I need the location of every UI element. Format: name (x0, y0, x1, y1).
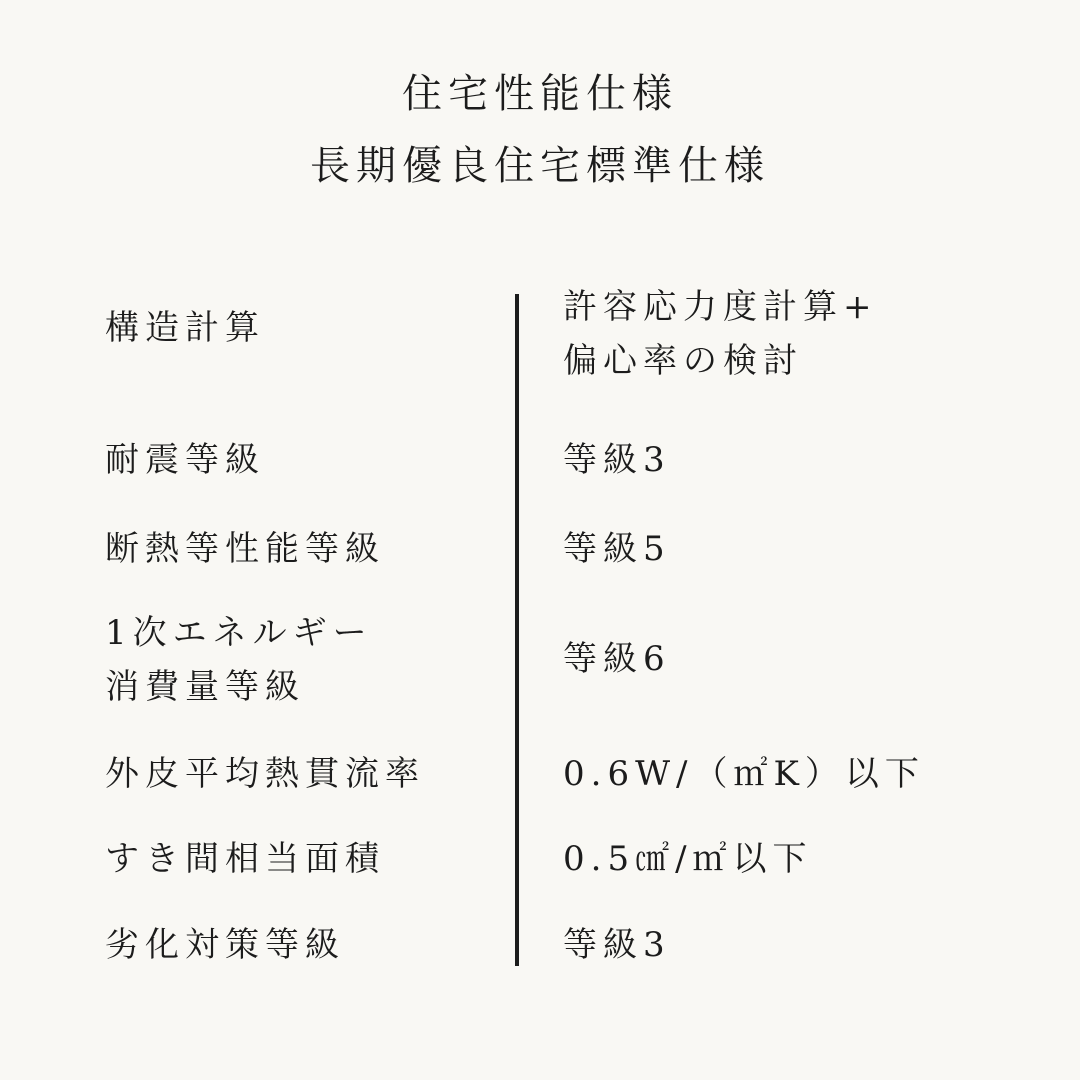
spec-value (563, 433, 671, 487)
spec-value-line: 許容応力度計算+ (563, 287, 878, 327)
spec-value-line: 等級5 (563, 529, 671, 569)
column-divider (515, 294, 519, 966)
spec-value-line: 0.6W/（㎡K）以下 (563, 754, 925, 794)
spec-value-line: 等級6 (563, 639, 671, 679)
spec-label (105, 522, 385, 576)
spec-value-line: 等級3 (563, 440, 671, 480)
title-line-2: 長期優良住宅標準仕様 (310, 143, 770, 189)
spec-value (563, 632, 671, 686)
spec-value (563, 832, 813, 886)
spec-value (563, 280, 878, 388)
spec-label-line: 劣化対策等級 (105, 925, 345, 965)
spec-label (105, 606, 373, 714)
title-line-1: 住宅性能仕様 (402, 71, 678, 117)
page-title (0, 58, 1080, 202)
spec-label (105, 918, 345, 972)
spec-label-line: すき間相当面積 (105, 839, 385, 879)
spec-label (105, 301, 265, 355)
spec-label-line: 外皮平均熱貫流率 (105, 754, 425, 794)
spec-label-line: 構造計算 (105, 308, 265, 348)
spec-value-line: 等級3 (563, 925, 671, 965)
spec-label (105, 747, 425, 801)
spec-value (563, 747, 925, 801)
spec-value (563, 918, 671, 972)
spec-value-line: 偏心率の検討 (563, 341, 803, 381)
spec-value-line: 0.5㎠/㎡以下 (563, 839, 813, 879)
spec-label-line: 消費量等級 (105, 667, 305, 707)
spec-label-line: 耐震等級 (105, 440, 265, 480)
spec-label-line: 1次エネルギー (105, 613, 373, 653)
spec-label (105, 433, 265, 487)
spec-value (563, 522, 671, 576)
spec-label-line: 断熱等性能等級 (105, 529, 385, 569)
spec-label (105, 832, 385, 886)
